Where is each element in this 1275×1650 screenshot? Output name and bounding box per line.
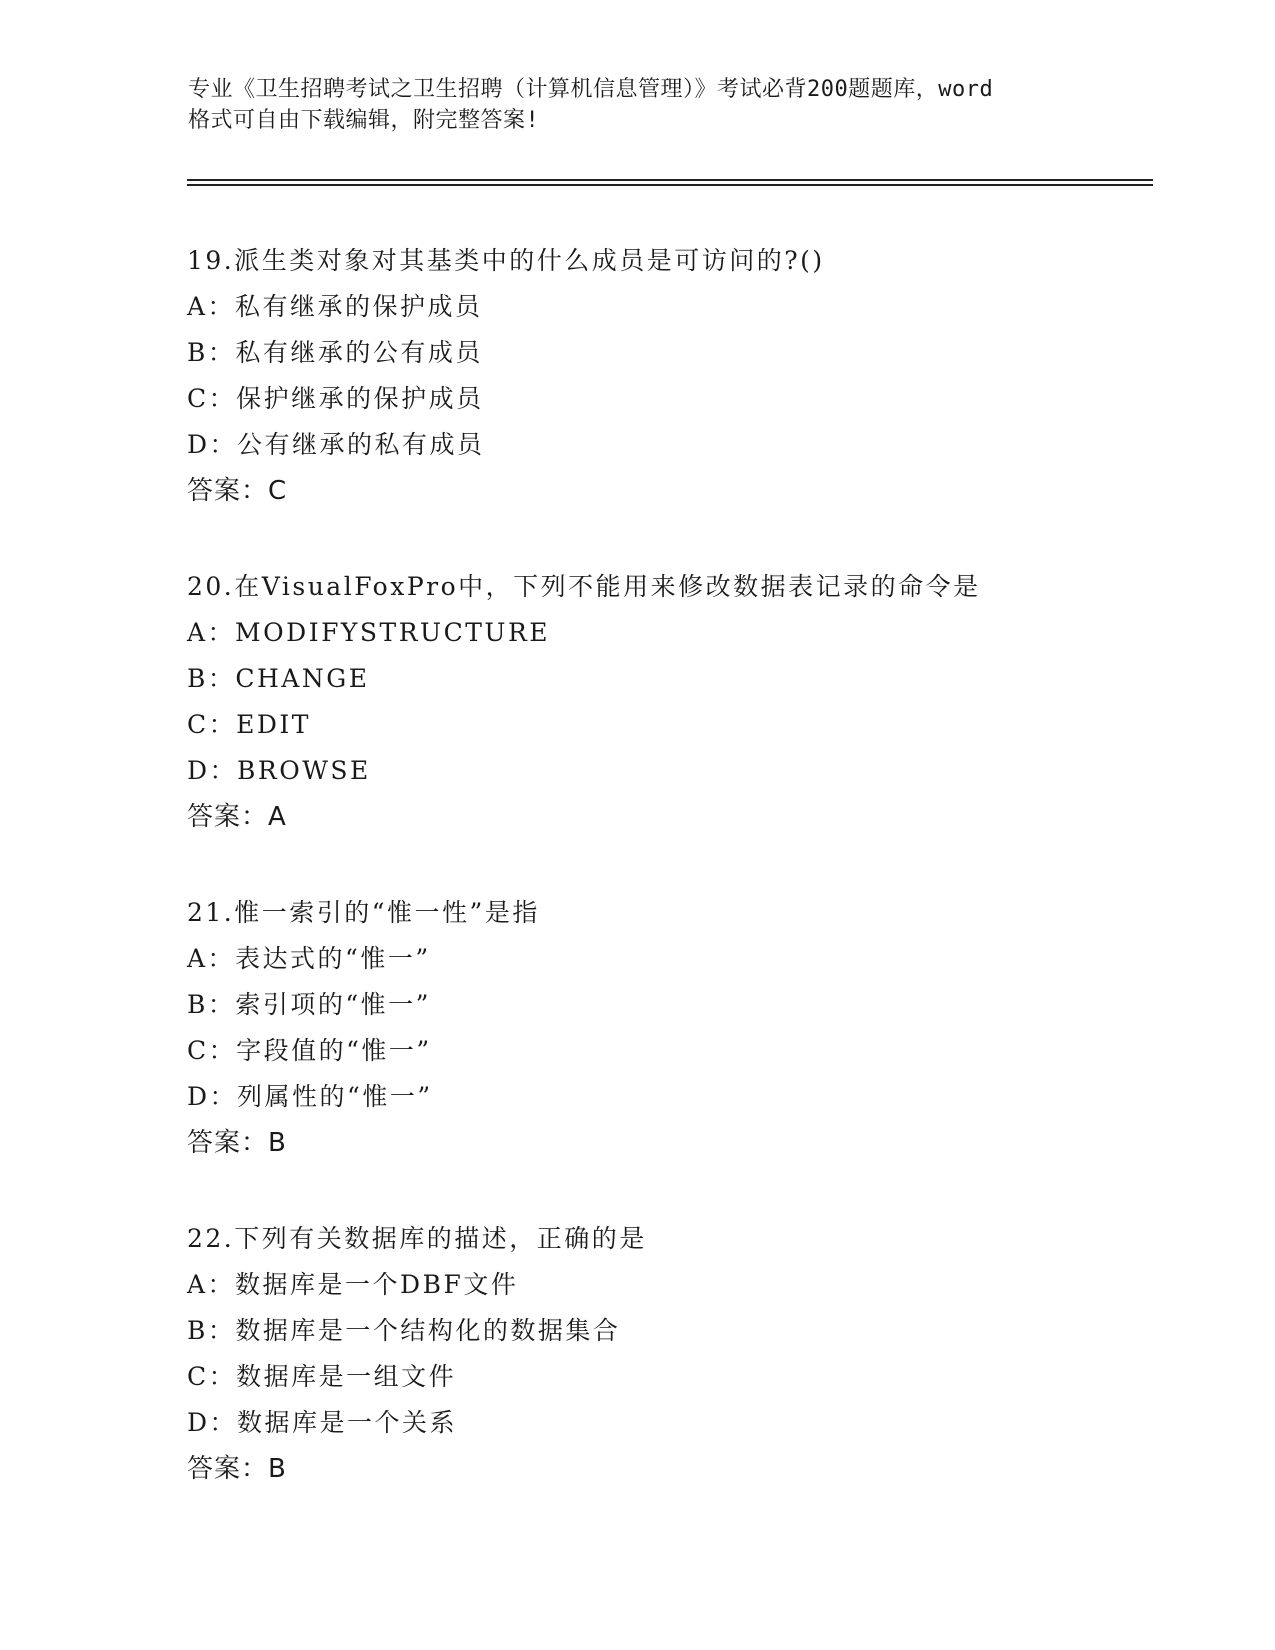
document-header (188, 74, 1108, 136)
option-c: C：字段值的“惟一” (187, 1036, 432, 1065)
option-a: A：数据库是一个DBF文件 (187, 1270, 519, 1299)
question-21 (187, 890, 1147, 1166)
answer-label: 答案：B (187, 1128, 287, 1158)
question-text: 19.派生类对象对其基类中的什么成员是可访问的?() (187, 246, 825, 275)
answer-label: 答案：B (187, 1454, 287, 1484)
option-b: B：私有继承的公有成员 (187, 338, 483, 367)
header-divider-top (187, 179, 1153, 181)
option-b: B：索引项的“惟一” (187, 990, 431, 1019)
option-d: D：数据库是一个关系 (187, 1408, 458, 1437)
option-b: B：CHANGE (187, 664, 370, 693)
question-text: 22.下列有关数据库的描述，正确的是 (187, 1224, 647, 1253)
header-divider-bottom (187, 184, 1153, 186)
option-a: A：MODIFYSTRUCTURE (187, 618, 551, 647)
option-d: D：BROWSE (187, 756, 371, 785)
header-line-1: 专业《卫生招聘考试之卫生招聘（计算机信息管理）》考试必背200题题库，word (188, 77, 994, 102)
question-text: 21.惟一索引的“惟一性”是指 (187, 898, 540, 927)
question-20 (187, 564, 1147, 840)
answer-label: 答案：C (187, 476, 288, 506)
option-c: C：保护继承的保护成员 (187, 384, 484, 413)
question-list (187, 238, 1147, 1542)
answer-label: 答案：A (187, 802, 287, 832)
question-22 (187, 1216, 1147, 1492)
question-19 (187, 238, 1147, 514)
question-text: 20.在VisualFoxPro中，下列不能用来修改数据表记录的命令是 (187, 572, 981, 601)
option-c: C：EDIT (187, 710, 311, 739)
option-a: A：私有继承的保护成员 (187, 292, 483, 321)
option-d: D：公有继承的私有成员 (187, 430, 485, 459)
header-line-2: 格式可自由下载编辑，附完整答案! (188, 108, 540, 133)
option-b: B：数据库是一个结构化的数据集合 (187, 1316, 621, 1345)
option-a: A：表达式的“惟一” (187, 944, 431, 973)
option-c: C：数据库是一组文件 (187, 1362, 457, 1391)
option-d: D：列属性的“惟一” (187, 1082, 433, 1111)
